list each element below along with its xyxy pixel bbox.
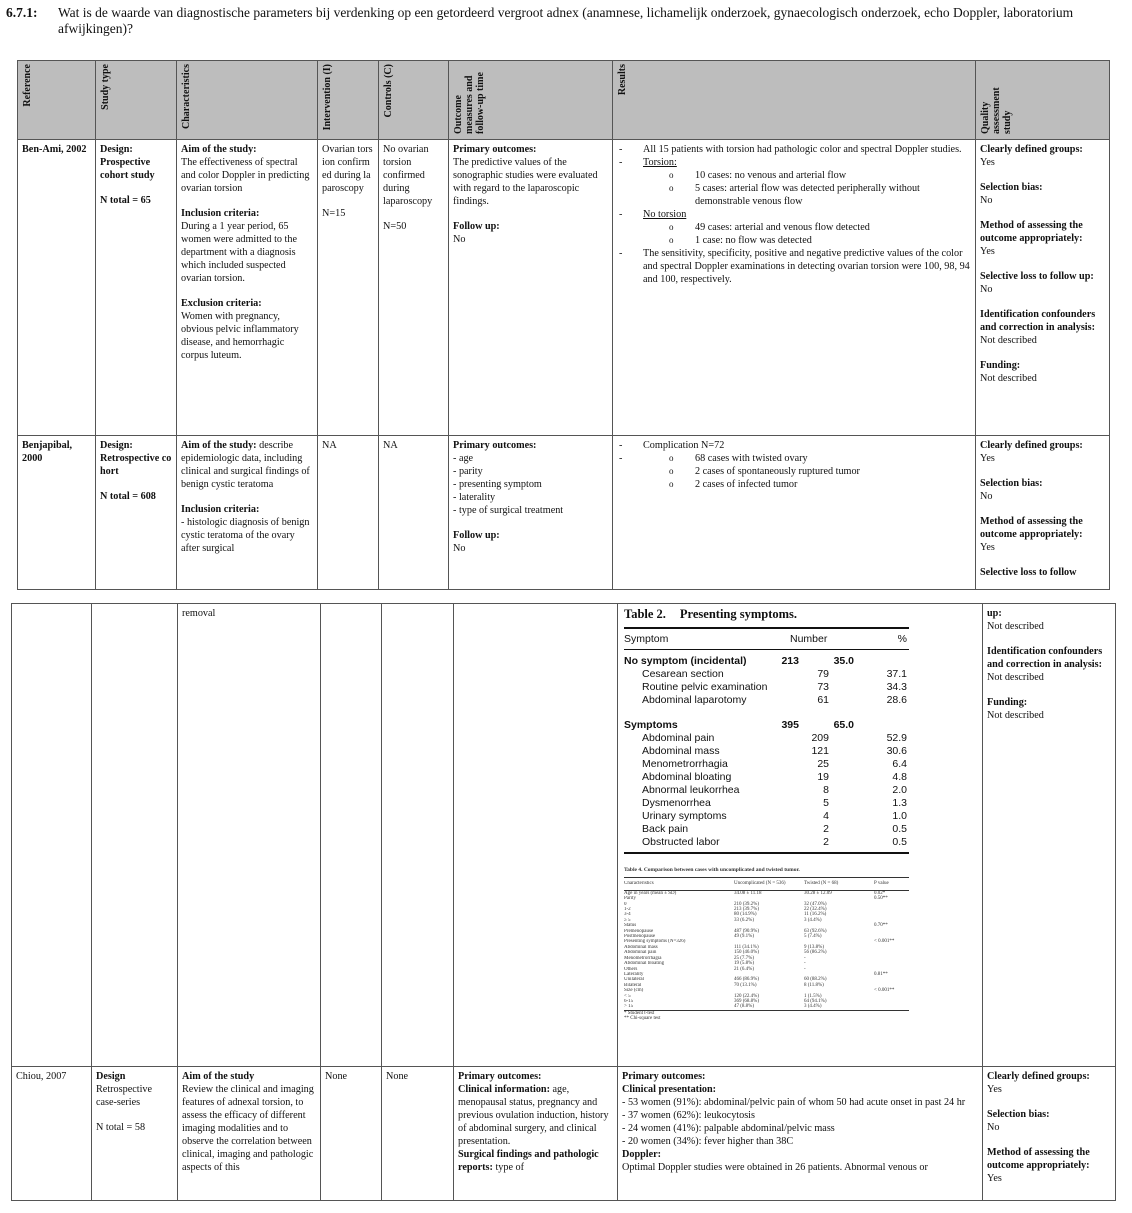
reference-cell: Ben-Ami, 2002 [18, 140, 96, 436]
evidence-table-page1 [17, 60, 1110, 590]
comparison-row: Status 0.70** [624, 923, 888, 929]
results-cell: - All 15 patients with torsion had pathologic color and spectral Doppler studies. - Torsion: o 10 cases: no venous and arterial flow o 5 cases: arterial flow was detected peripherally without demonstrable venous flow - No torsion o 49 cases: arterial and venous flow detected o 1 case: no flow was detected - The sensitivity, specificity, positive and negative predictive values of the color and spectral Doppler examinations in detecting ovarian torsion were 100, 98, 94 and 100, respectively. [613, 140, 976, 436]
col-study-type: Study type [96, 61, 177, 140]
header-row [18, 61, 1110, 140]
section-question: Wat is de waarde van diagnostische parameters bij verdenking op een getordeerd vergroot adnex (anamnese, lichamelijk onderzoek, gynaecologisch onderzoek, echo Doppler, laboratorium afwijkingen)? [58, 5, 1074, 36]
results-cell [618, 604, 983, 1067]
results-cell: Primary outcomes: Clinical presentation: - 53 women (91%): abdominal/pelvic pain of whom 50 had acute onset in past 24 hr - 37 women (62%): leukocytosis - 24 women (41%): palpable abdominal/pelvic mass - 20 women (34%): fever higher than 38C Doppler: Optimal Doppler studies were obtained in 26 patients. Abnormal venous or [618, 1067, 983, 1201]
outcome-cell: Primary outcomes: - age - parity - presenting symptom - laterality - type of surgical treatment Follow up: No [449, 436, 613, 590]
comparison-row: Premenopause 487 (90.9%) 63 (92.6%) [624, 928, 827, 934]
study-type-cell: Design: Retrospective cohort N total = 608 [96, 436, 177, 590]
table-row [12, 604, 1116, 1067]
col-outcome: Outcome measures and follow-up time [449, 61, 613, 140]
controls-cell: No ovarian torsion confirmed during laparoscopy N=50 [379, 140, 449, 436]
comparison-row: Menometrorrhagia 25 (7.7%) - [624, 955, 806, 961]
comparison-row: Size (cm) < 0.001** [624, 988, 895, 994]
controls-cell: NA [379, 436, 449, 590]
outcome-cell: Primary outcomes: The predictive values of the sonographic studies were evaluated with regard to the laparoscopic findings. Follow up: No [449, 140, 613, 436]
comparison-row: < 5 120 (22.4%) 1 (1.5%) [624, 993, 822, 999]
section-heading [6, 5, 1126, 37]
characteristics-cell: Aim of the study Review the clinical and imaging features of adnexal torsion, to assess the efficacy of different imaging modalities and to observe the correlation between clinical, imaging and pathologic aspects of this [178, 1067, 321, 1201]
comparison-row: Bilateral 70 (13.1%) 8 (11.8%) [624, 982, 824, 988]
outcome-cell: Primary outcomes: Clinical information: age, menopausal status, pregnancy and previous ovulation induction, history of abdominal surgery, and clinical presentation. Surgical findings and pathologic reports: type of [454, 1067, 618, 1201]
section-number: 6.7.1: [6, 5, 38, 20]
comparison-row: Presenting symptoms (N=326) < 0.001** [624, 939, 895, 945]
comparison-row: 3-4 80 (14.9%) 11 (16.2%) [624, 912, 827, 918]
quality-cell: Clearly defined groups: Yes Selection bias: No Method of assessing the outcome appropriately: Yes [983, 1067, 1116, 1201]
col-characteristics: Characteristics [177, 61, 318, 140]
comparison-row: 6-15 369 (68.8%) 64 (94.1%) [624, 998, 827, 1004]
table-row [18, 140, 1110, 436]
quality-cell: Clearly defined groups: Yes Selection bias: No Method of assessing the outcome appropriately: Yes Selective loss to follow [976, 436, 1110, 590]
quality-cell: up: Not described Identification confounders and correction in analysis: Not described Funding: Not described [983, 604, 1116, 1067]
reference-cell: Benjapibal, 2000 [18, 436, 96, 590]
col-controls: Controls (C) [379, 61, 449, 140]
presenting-symptoms-table: Table 2. Presenting symptoms. Symptom Number % No symptom (incidental) 213 35.0 Cesarean section 79 37.1 Routine pelvic examination 73 34.3 Abdominal laparotomy 61 28.6 Symptoms 395 65.0 Abdominal pain 209 52.9 Abdominal mass 121 30.6 Menometrorrhagia 25 6.4 Abdominal bloating 19 4.8 Abnormal leukorrhea 8 2.0 Dysmenorrhea 5 1.3 Urinary symptoms 4 1.0 Back pain 2 0.5 Obstructed labor 2 0.5 [624, 608, 909, 854]
comparison-row: Others 21 (6.4%) - [624, 966, 806, 972]
comparison-row: Age in years (mean ± SD) 34.08 ± 11.18 30.28 ± 12.09 0.02* [624, 890, 886, 896]
comparison-row: Abdominal bloating 19 (5.8%) - [624, 961, 806, 967]
col-reference: Reference [18, 61, 96, 140]
comparison-row: Unilateral 466 (86.9%) 60 (88.2%) [624, 977, 827, 983]
col-quality: Quality assessment study [976, 61, 1110, 140]
reference-cell: Chiou, 2007 [12, 1067, 92, 1201]
comparison-row: 1-2 213 (39.7%) 22 (32.4%) [624, 907, 827, 913]
comparison-table: Table 4. Comparison between cases with uncomplicated and twisted tumor. Characteristics Uncomplicated (N = 536) Twisted (N = 68) P value Age in years (mean ± SD) 34.08 ± 11.18 30.28 ± 12.09 0.02* Parity 0.50** 0 210 (39.2%) 32 (47.0%) 1-2 213 (39.7%) 22 (32.4%) 3-4 80 (14.9%) 11 (16.2%) ≥ 5 33 (6.2%) 3 (4.4%) Status 0.70** Premenopause 487 (90.9%) 63 (92.6%) Postmenopause 49 (9.1%) 5 (7.4%) Presenting symptoms (N=326) < 0.001** Abdominal mass 111 (34.1%) 9 (13.8%) Abdominal pain 150 (46.0%) 56 (86.2%) Menometrorrhagia 25 (7.7%) - Abdominal bloating 19 (5.8%) - Others 21 (6.4%) - Laterality 0.81** Unilateral 466 (86.9%) 60 (88.2%) Bilateral 70 (13.1%) 8 (11.8%) Size (cm) < 0.001** < 5 120 (22.4%) 1 (1.5%) 6-15 369 (68.8%) 64 (94.1%) > 15 47 (8.8%) 3 (4.4%) * Student t-test ** Chi-square test [624, 868, 909, 1022]
table-row [12, 1067, 1116, 1201]
comparison-row: Abdominal pain 150 (46.0%) 56 (86.2%) [624, 950, 827, 956]
study-type-cell: Design Retrospective case-series N total = 58 [92, 1067, 178, 1201]
intervention-cell: None [321, 1067, 382, 1201]
comparison-row: Parity 0.50** [624, 896, 888, 902]
comparison-row: 0 210 (39.2%) 32 (47.0%) [624, 901, 827, 907]
intervention-cell: NA [318, 436, 379, 590]
study-type-cell: Design: Prospective cohort study N total = 65 [96, 140, 177, 436]
results-cell: - Complication N=72 o - 68 cases with twisted ovary o 2 cases of spontaneously ruptured tumor o 2 cases of infected tumor [613, 436, 976, 590]
quality-cell: Clearly defined groups: Yes Selection bias: No Method of assessing the outcome appropriately: Yes Selective loss to follow up: No Identification confounders and correction in analysis: Not described Funding: Not described [976, 140, 1110, 436]
evidence-table-page2 [11, 603, 1116, 1201]
characteristics-cell: Aim of the study: The effectiveness of spectral and color Doppler in predicting ovarian torsion Inclusion criteria: During a 1 year period, 65 women were admitted to the department with a diagnosis which included suspected ovarian torsion. Exclusion criteria: Women with pregnancy, obvious pelvic inflammatory disease, and hemorrhagic corpus luteum. [177, 140, 318, 436]
comparison-row: Laterality 0.81** [624, 971, 888, 977]
characteristics-cell: Aim of the study: describe epidemiologic data, including clinical and surgical findings of benign cystic teratoma Inclusion criteria: - histologic diagnosis of benign cystic teratoma of the ovary after surgical [177, 436, 318, 590]
comparison-row: Abdominal mass 111 (34.1%) 9 (13.8%) [624, 944, 824, 950]
comparison-table-rows [624, 891, 909, 1010]
comparison-row: ≥ 5 33 (6.2%) 3 (4.4%) [624, 917, 822, 923]
table-row [18, 436, 1110, 590]
comparison-row: Postmenopause 49 (9.1%) 5 (7.4%) [624, 934, 822, 940]
intervention-cell: Ovarian torsion confirmed during laparoscopy N=15 [318, 140, 379, 436]
controls-cell: None [382, 1067, 454, 1201]
col-intervention: Intervention (I) [318, 61, 379, 140]
col-results: Results [613, 61, 976, 140]
comparison-row: > 15 47 (8.8%) 3 (4.4%) [624, 1004, 822, 1010]
characteristics-cell: removal [178, 604, 321, 1067]
